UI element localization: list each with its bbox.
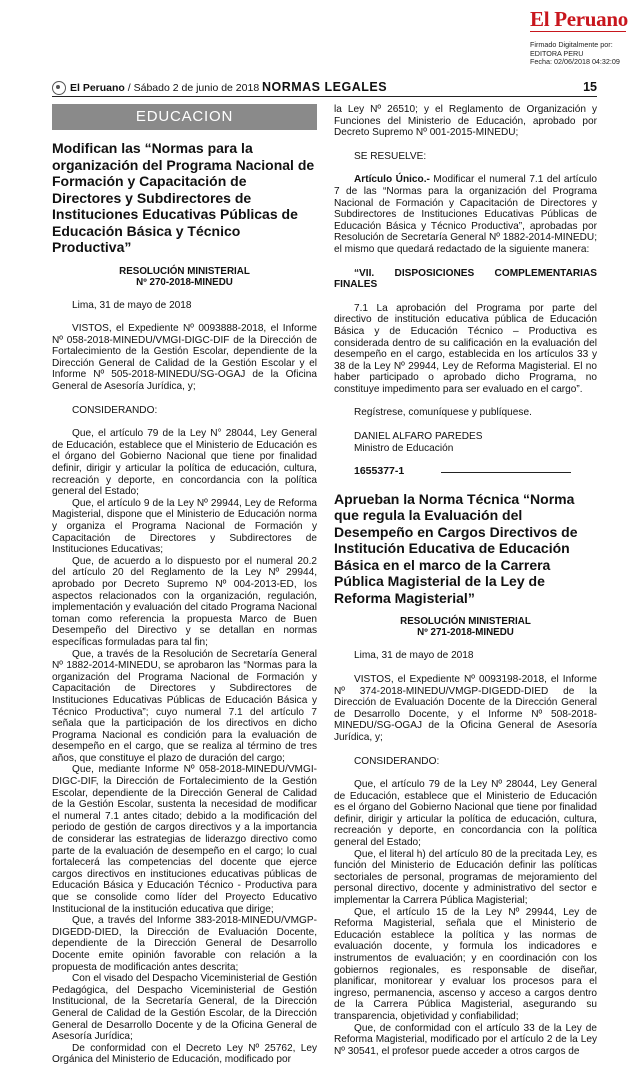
page-number: 15 <box>583 80 597 94</box>
article-label: Artículo Único.- <box>354 174 430 186</box>
article-title-1: Modifican las “Normas para la organización del Programa Nacional de Formación y Capacitación de Directores y Subdirectores de Instituciones Educativas Públicas de Educación Básica y Técnico Productiva” <box>52 140 315 255</box>
place-date-1: Lima, 31 de mayo de 2018 <box>72 299 192 311</box>
resolution-number-2: Nº 271-2018-MINEDU <box>417 627 514 639</box>
signature-line-3: Fecha: 02/06/2018 04:32:09 <box>530 57 620 67</box>
header-section: NORMAS LEGALES <box>261 80 388 94</box>
paragraph: Que, el literal h) del artículo 80 de la precitada Ley, es función del Ministerio de Educación definir las políticas sectoriales de personal, programas de mejoramiento del personal directivo, docente y administrativo del sector e implementar la Carrera Pública Magisterial; <box>334 848 597 907</box>
signature-line-2: EDITORA PERU <box>530 48 584 58</box>
considerando-1: CONSIDERANDO: <box>72 404 158 416</box>
resolution-label-1: RESOLUCIÓN MINISTERIAL <box>119 265 250 277</box>
paragraph: Que, de conformidad con el artículo 33 de la Ley de Reforma Magisterial, modificado por el artículo 2 de la Ley Nº 30541, el profesor puede acceder a otros cargos de <box>334 1022 597 1057</box>
paragraph: Que, a través de la Resolución de Secretaría General Nº 1882-2014-MINEDU, se aprobaron las “Normas para la organización del Programa Nacional de Formación y Capacitación de Directores y Subdirectores de Instituciones Educativas Públicas de Educación Básica y Técnico Productiva”; cuyo numeral 7.1 del artículo 7 señala que la participación de los directivos en dicho Programa Nacional es condición para la evaluación de desempeño en el cargo, que se realiza al término de tres años, que constituye el plazo de duración del cargo; <box>52 648 317 764</box>
paragraph: Que, el artículo 9 de la Ley Nº 29944, Ley de Reforma Magisterial, dispone que el Ministerio de Educación norma y organiza el Programa Nacional de Formación y Capacitación de Directores y Subdirectores de Instituciones Educativas; <box>52 497 317 556</box>
signer-name: DANIEL ALFARO PAREDES <box>354 431 483 443</box>
separator-rule <box>441 472 571 473</box>
el-peruano-logo: El Peruano <box>530 7 628 31</box>
header-paper: El Peruano <box>70 82 125 94</box>
resolution-label-2: RESOLUCIÓN MINISTERIAL <box>400 616 531 628</box>
article-title-2: Aprueban la Norma Técnica “Norma que regula la Evaluación del Desempeño en Cargos Directivos de Institución Educativa de Educación Básica en el marco de la Carrera Pública Magisterial de la Ley de Reforma Magisterial” <box>334 490 578 606</box>
paragraph: Que, el artículo 15 de la Ley Nº 29944, Ley de Reforma Magisterial, señala que el Ministerio de Educación establece la política y las normas de evaluación docente, y formula los indicadores e instrumentos de evaluación; y en coordinación con los gobiernos regionales, es responsable de diseñar, planificar, monitorear y evaluar los procesos para el ingreso, permanencia, ascenso y acceso a cargos dentro de la Carrera Pública Magisterial, asegurando su transparencia, objetividad y confiabilidad; <box>334 906 597 1022</box>
signature-line-1: Firmado Digitalmente por: <box>530 40 613 49</box>
masthead <box>530 8 634 67</box>
page-header <box>52 80 597 97</box>
dispositions-heading: “VII. DISPOSICIONES COMPLEMENTARIAS FINALES <box>334 267 597 291</box>
publication-code: 1655377-1 <box>354 465 405 478</box>
header-date: Sábado 2 de junio de 2018 <box>133 82 260 94</box>
digital-signature <box>530 41 634 67</box>
paragraph: De conformidad con el Decreto Ley Nº 25762, Ley Orgánica del Ministerio de Educación, modificado por <box>52 1042 317 1066</box>
signer-role: Ministro de Educación <box>354 442 454 454</box>
seal-icon <box>52 81 66 95</box>
header-left: El Peruano / Sábado 2 de junio de 2018 <box>52 81 259 95</box>
considerando-2: CONSIDERANDO: <box>354 755 440 767</box>
article-unico <box>334 174 597 255</box>
vistos-2: VISTOS, el Expediente Nº 0093198-2018, el Informe Nº 374-2018-MINEDU/VMGP-DIGEDD-DIED de la Dirección de Evaluación Docente de la Dirección General de Desarrollo Docente, y el Informe Nº 508-2018-MINEDU/SG-OGAJ de la Oficina General de Asesoría Jurídica, y; <box>334 673 597 743</box>
resuelve-heading: SE RESUELVE: <box>354 150 427 162</box>
paragraph: Que, a través del Informe 383-2018-MINEDU/VMGP-DIGEDD-DIED, la Dirección de Evaluación Docente, dependiente de la Dirección General de Desarrollo Docente emite opinión favorable con relación a la propuesta de modificación antes descrita; <box>52 915 317 973</box>
paragraph-7-1: 7.1 La aprobación del Programa por parte del directivo de institución educativa pública de Educación Básica y de Educación Técnico – Productiva es considerada dentro de su calificación en la evaluación del desempeño en el cargo, establecida en los artículos 33 y 38 de la Ley Nº 29944, Ley de Reforma Magisterial. El no haber participado o aprobado dicho Programa, no constituye impedimento para ser evaluado en el cargo”. <box>334 302 597 395</box>
closing-formula: Regístrese, comuníquese y publíquese. <box>354 407 532 419</box>
paragraph: la Ley Nº 26510; y el Reglamento de Organización y Funciones del Ministerio de Educación, aprobado por Decreto Supremo Nº 001-2015-MINEDU; <box>334 104 597 139</box>
paragraph: Que, el artículo 79 de la Ley Nº 28044, Ley General de Educación, establece que el Ministerio de Educación es el órgano del Gobierno Nacional que tiene por finalidad definir, dirigir y articular la política de educación, cultura, recreación y deporte, en concordancia con la política general del Estado; <box>334 779 597 849</box>
section-heading: EDUCACION <box>52 104 317 130</box>
right-column <box>334 104 597 1057</box>
paragraph: Que, de acuerdo a lo dispuesto por el numeral 20.2 del artículo 20 del Reglamento de la Ley Nº 29944, aprobado por Decreto Supremo Nº 004-2013-ED, los aspectos relacionados con la organización, regulación, implementación y evaluación del citado Programa Nacional toman como referencia la propuesta Marco de Buen Desempeño del Directivo y se detallan en normas específicas formuladas para tal fin; <box>52 555 317 648</box>
place-date-2: Lima, 31 de mayo de 2018 <box>354 650 474 662</box>
paragraph: Que, mediante Informe Nº 058-2018-MINEDU/VMGI-DIGC-DIF, la Dirección de Fortalecimiento de la Gestión Escolar, dependiente de la Dirección General de Calidad de la Gestión Escolar, sustenta la necesidad de modificar el numeral 7.1 antes citado; debido a la modificación del periodo de gestión de cargos directivos y a la importancia de considerar las estrategias de liderazgo directivo como parte de la evaluación de desempeño en el cargo; lo cual fortalecerá las competencias del docente que ejerce cargos directivos en instituciones educativas públicas de Educación Básica y Educación Técnico - Productiva para que se consolide como líder del Proyecto Educativo Institucional de la institución educativa que dirige; <box>52 764 317 915</box>
resolution-number-1: Nº 270-2018-MINEDU <box>136 276 233 288</box>
left-column <box>52 104 317 1066</box>
logo-rule <box>530 31 626 35</box>
paragraph: Con el visado del Despacho Viceministerial de Gestión Pedagógica, del Despacho Viceministerial de Gestión Institucional, de la Secretaría General, de la Dirección General de Calidad de la Gestión Escolar, de la Dirección General de Desarrollo Docente y de la Oficina General de Asesoría Jurídica; <box>52 973 318 1043</box>
paragraph: Que, el artículo 79 de la Ley N° 28044, Ley General de Educación, establece que el Ministerio de Educación es el órgano del Gobierno Nacional que tiene por finalidad definir, dirigir y articular la política de educación, cultura, recreación y deporte, en concordancia con la política general del Estado; <box>52 428 317 498</box>
vistos-1: VISTOS, el Expediente Nº 0093888-2018, el Informe Nº 058-2018-MINEDU/VMGI-DIGC-DIF de la Dirección de Fortalecimiento de la Gestión Escolar, dependiente de la Dirección General de Calidad de la Gestión Escolar y el Informe Nº 505-2018-MINEDU/SG-OGAJ de la Oficina General de Asesoría Jurídica, y; <box>52 323 317 393</box>
article-text: Modificar el numeral 7.1 del artículo 7 de las “Normas para la organización del Programa Nacional de Formación y Capacitación de Directores y Subdirectores de Instituciones Educativas Públicas de Educación Básica y Técnico Productiva”, aprobadas por Resolución de Secretaría General Nº 1882-2014-MINEDU; el mismo que quedará redactado de la siguiente manera: <box>334 174 597 255</box>
